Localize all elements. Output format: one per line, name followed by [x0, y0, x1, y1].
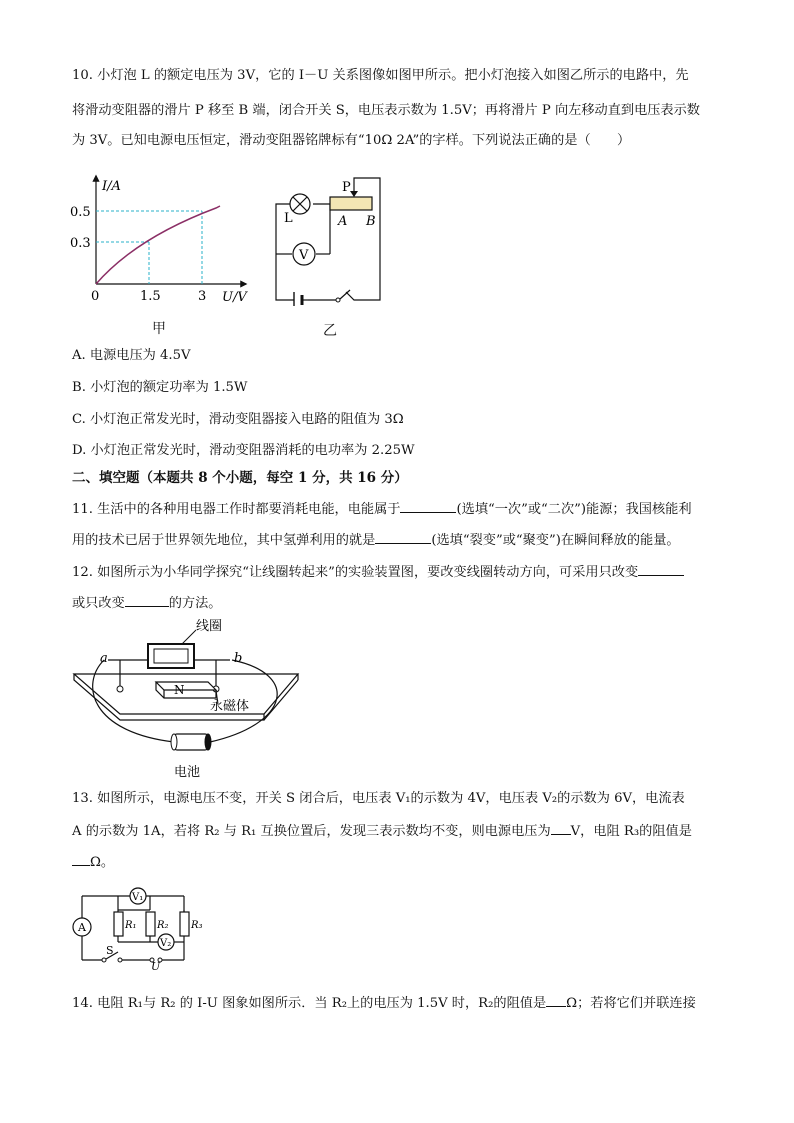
q10-line-2: 将滑动变阻器的滑片 P 移至 B 端，闭合开关 S，电压表示数为 1.5V；再将滑片 P 向左移动直到电压表示数 — [72, 103, 700, 118]
r1-label: R₁ — [125, 920, 137, 931]
q12-blank-2[interactable] — [125, 592, 169, 607]
section-heading: 二、填空题（本题共 8 个小题，每空 1 分，共 16 分） — [72, 470, 408, 486]
terminal-a-label: a — [100, 651, 108, 666]
battery-icon — [174, 734, 208, 750]
end-b-label: B — [366, 214, 376, 229]
q13-line-2 — [72, 820, 732, 842]
v2-label: V₂ — [160, 938, 172, 949]
graph-caption: 甲 — [152, 321, 166, 337]
q12-text-2a: 或只改变 — [72, 596, 125, 611]
end-a-label: A — [338, 214, 348, 229]
circuit-yi — [266, 176, 390, 306]
q14-blank-1[interactable] — [546, 992, 566, 1007]
q11-blank-1[interactable] — [400, 498, 456, 513]
ammeter-label: A — [78, 921, 86, 934]
source-label: U — [151, 960, 161, 970]
q12-line-1 — [72, 561, 732, 583]
r3-label: R₃ — [191, 920, 203, 931]
v1-label: V₁ — [132, 892, 144, 903]
base-board — [74, 674, 298, 714]
motor-figure — [70, 614, 300, 782]
option-c: C. 小灯泡正常发光时，滑动变阻器接入电路的阻值为 3Ω — [72, 412, 404, 427]
slider-label: P — [342, 180, 351, 195]
q11-text-1b: (选填“一次”或“二次”)能源；我国核能利 — [456, 502, 692, 517]
graph-x-tick-1.5: 1.5 — [140, 289, 161, 303]
graph-y-label: I/A — [102, 179, 121, 194]
magnet-label: 永磁体 — [210, 699, 250, 714]
q14-text-1b: Ω；若将它们并联连接 — [566, 996, 696, 1011]
option-a: A. 电源电压为 4.5V — [72, 348, 191, 363]
q11-line-2 — [72, 529, 732, 551]
q11-text-2a: 用的技术已居于世界领先地位，其中氢弹利用的就是 — [72, 533, 376, 548]
q11-text-1a: 11. 生活中的各种用电器工作时都要消耗电能，电能属于 — [72, 502, 401, 517]
terminal-b-label: b — [234, 651, 243, 666]
q12-text-2b: 的方法。 — [168, 596, 222, 611]
resistor-r1 — [114, 912, 123, 936]
r2-label: R₂ — [157, 920, 169, 931]
graph-jia — [66, 168, 266, 303]
battery-label: 电池 — [174, 765, 201, 780]
iu-curve — [96, 206, 220, 284]
q10-line-1: 10. 小灯泡 L 的额定电压为 3V，它的 I－U 关系图像如图甲所示。把小灯泡接入如图乙所示的电路中，先 — [72, 68, 689, 83]
q12-blank-1[interactable] — [638, 561, 684, 576]
q10-line-3: 为 3V。已知电源电压恒定，滑动变阻器铭牌标有“10Ω 2A”的字样。下列说法正确的是（ ） — [72, 133, 631, 148]
q13-text-2b: V，电阻 R₃的阻值是 — [570, 824, 692, 839]
graph-origin: 0 — [91, 289, 100, 303]
q11-blank-2[interactable] — [375, 529, 431, 544]
q12-line-2 — [72, 592, 732, 614]
circuit-caption: 乙 — [323, 323, 337, 339]
option-d: D. 小灯泡正常发光时，滑动变阻器消耗的电功率为 2.25W — [72, 443, 415, 458]
coil-label: 线圈 — [196, 619, 223, 634]
switch-label: S — [106, 944, 114, 957]
graph-y-tick-0.5: 0.5 — [70, 205, 91, 220]
q12-text-1: 12. 如图所示为小华同学探究“让线圈转起来”的实验装置图，要改变线圈转动方向，可采用只改变 — [72, 565, 639, 580]
rheostat — [330, 197, 372, 210]
voltmeter-label: V — [299, 248, 309, 263]
lamp-label: L — [284, 211, 293, 226]
q13-line-1: 13. 如图所示，电源电压不变，开关 S 闭合后，电压表 V₁的示数为 4V，电压表 V₂的示数为 6V，电流表 — [72, 791, 685, 806]
q13-text-2a: A 的示数为 1A，若将 R₂ 与 R₁ 互换位置后，发现三表示数均不变，则电源电压为 — [72, 824, 551, 839]
resistor-r2 — [146, 912, 155, 936]
graph-x-tick-3: 3 — [198, 289, 207, 303]
option-b: B. 小灯泡的额定功率为 1.5W — [72, 380, 248, 395]
graph-x-label: U/V — [222, 290, 247, 303]
q11-text-2b: (选填“裂变”或“聚变”)在瞬间释放的能量。 — [431, 533, 680, 548]
magnet-icon — [156, 682, 216, 690]
q13-circuit — [70, 882, 210, 970]
graph-y-tick-0.3: 0.3 — [70, 236, 91, 251]
q13-blank-2[interactable] — [72, 851, 90, 866]
q11-line-1 — [72, 498, 732, 520]
q14-text-1a: 14. 电阻 R₁与 R₂ 的 I-U 图象如图所示．当 R₂上的电压为 1.5V 时，R₂的阻值是 — [72, 996, 547, 1011]
magnet-pole-label: N — [174, 683, 185, 697]
q13-blank-1[interactable] — [551, 820, 571, 835]
slider-arrow — [350, 191, 358, 197]
resistor-r3 — [180, 912, 189, 936]
q13-line-3 — [72, 851, 732, 873]
q14-line-1 — [72, 992, 732, 1014]
q13-text-3: Ω。 — [90, 855, 115, 870]
